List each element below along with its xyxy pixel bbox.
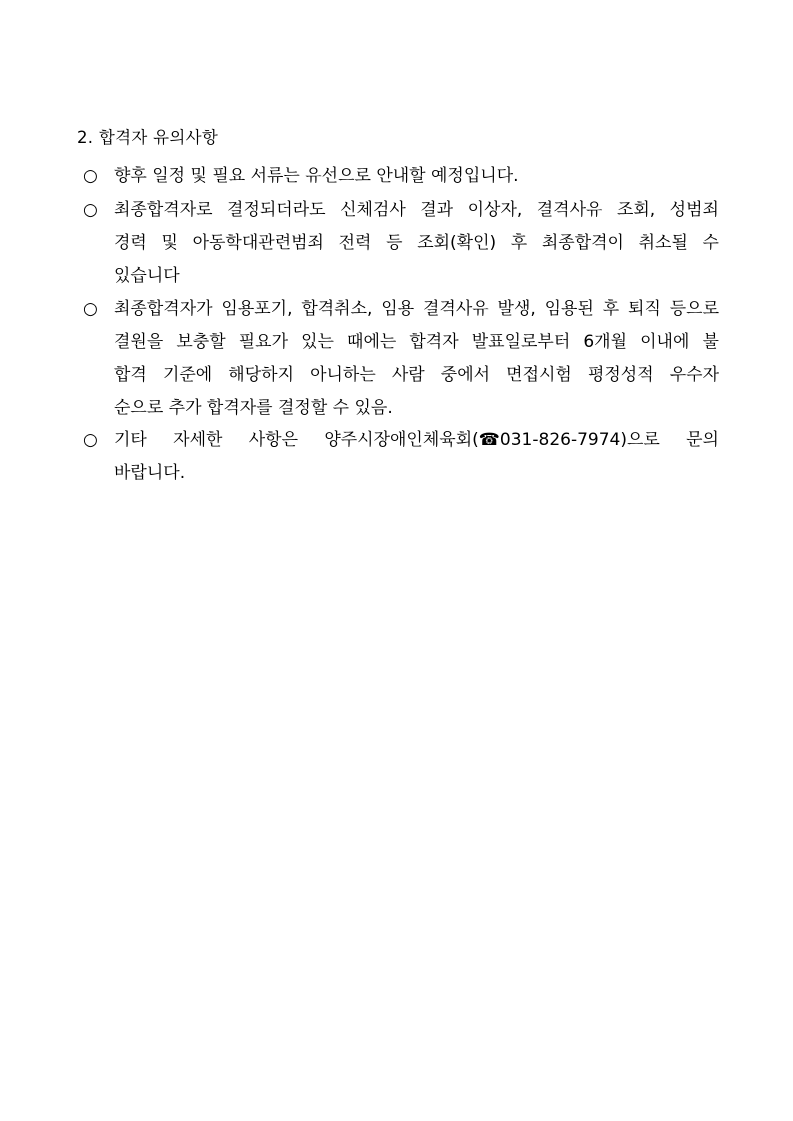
notice-text	[114, 194, 719, 293]
notice-line: 향후 일정 및 필요 서류는 유선으로 안내할 예정입니다.	[114, 166, 519, 186]
notice-line: 최종합격자가 임용포기, 합격취소, 임용 결격사유 발생, 임용된 후 퇴직 등으로	[114, 299, 719, 319]
bullet-circle-icon: ○	[83, 200, 98, 220]
bullet-circle-icon: ○	[83, 166, 98, 186]
notice-line: 기타 자세한 사항은 양주시장애인체육회(☎031-826-7974)으로 문의	[114, 430, 719, 450]
notice-line: 최종합격자로 결정되더라도 신체검사 결과 이상자, 결격사유 조회, 성범죄	[114, 200, 719, 220]
notice-line: 바랍니다.	[114, 463, 186, 483]
notice-line: 결원을 보충할 필요가 있는 때에는 합격자 발표일로부터 6개월 이내에 불	[114, 332, 719, 352]
notice-line: 합격 기준에 해당하지 아니하는 사람 중에서 면접시험 평정성적 우수자	[114, 365, 719, 385]
bullet-circle-icon: ○	[83, 430, 98, 450]
notice-text	[114, 424, 719, 490]
notice-line: 있습니다	[114, 266, 180, 286]
notice-line: 경력 및 아동학대관련범죄 전력 등 조회(확인) 후 최종합격이 취소될 수	[114, 233, 719, 253]
bullet-circle-icon: ○	[83, 299, 98, 319]
notice-line: 순으로 추가 합격자를 결정할 수 있음.	[114, 398, 393, 418]
section-title: 2. 합격자 유의사항	[77, 128, 219, 147]
notice-text	[114, 160, 719, 193]
notice-text	[114, 293, 719, 425]
